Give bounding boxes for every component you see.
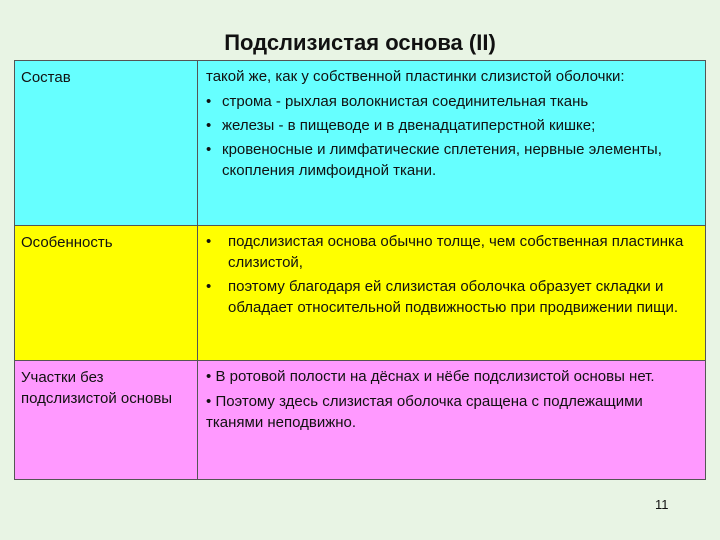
list-item: • В ротовой полости на дёснах и нёбе подслизистой основы нет.: [206, 368, 655, 385]
intro-text: такой же, как у собственной пластинки слизистой оболочки:: [206, 68, 625, 85]
page-number: 11: [655, 497, 669, 512]
table-row: [15, 61, 706, 226]
content-table: [14, 60, 706, 480]
row-content: [198, 226, 706, 361]
list-item: • поэтому благодаря ей слизистая оболочка образует складки и обладает относительной подвижностью при продвижении пищи.: [206, 278, 679, 316]
bullet-icon: •: [206, 233, 212, 250]
bullet-icon: •: [206, 393, 212, 410]
bullet-icon: •: [206, 368, 212, 385]
bullet-icon: •: [206, 278, 212, 295]
row-label: Особенность: [15, 226, 198, 361]
row-content: [198, 361, 706, 480]
list-item: • кровеносные и лимфатические сплетения, нервные элементы, скопления лимфоидной ткани.: [206, 141, 662, 179]
bullet-icon: •: [206, 93, 212, 110]
bullet-icon: •: [206, 141, 212, 158]
bullet-icon: •: [206, 117, 212, 134]
list-item: • подслизистая основа обычно толще, чем собственная пластинка слизистой,: [206, 233, 684, 271]
table-row: [15, 361, 706, 480]
row-label: Участки без подслизистой основы: [15, 361, 198, 480]
list-item: • Поэтому здесь слизистая оболочка сращена с подлежащими тканями неподвижно.: [206, 393, 643, 431]
row-content: [198, 61, 706, 226]
row-label: Состав: [15, 61, 198, 226]
table-row: [15, 226, 706, 361]
slide-title: Подслизистая основа (II): [224, 30, 496, 55]
list-item: • строма - рыхлая волокнистая соединительная ткань: [206, 93, 589, 110]
list-item: • железы - в пищеводе и в двенадцатиперстной кишке;: [206, 117, 596, 134]
